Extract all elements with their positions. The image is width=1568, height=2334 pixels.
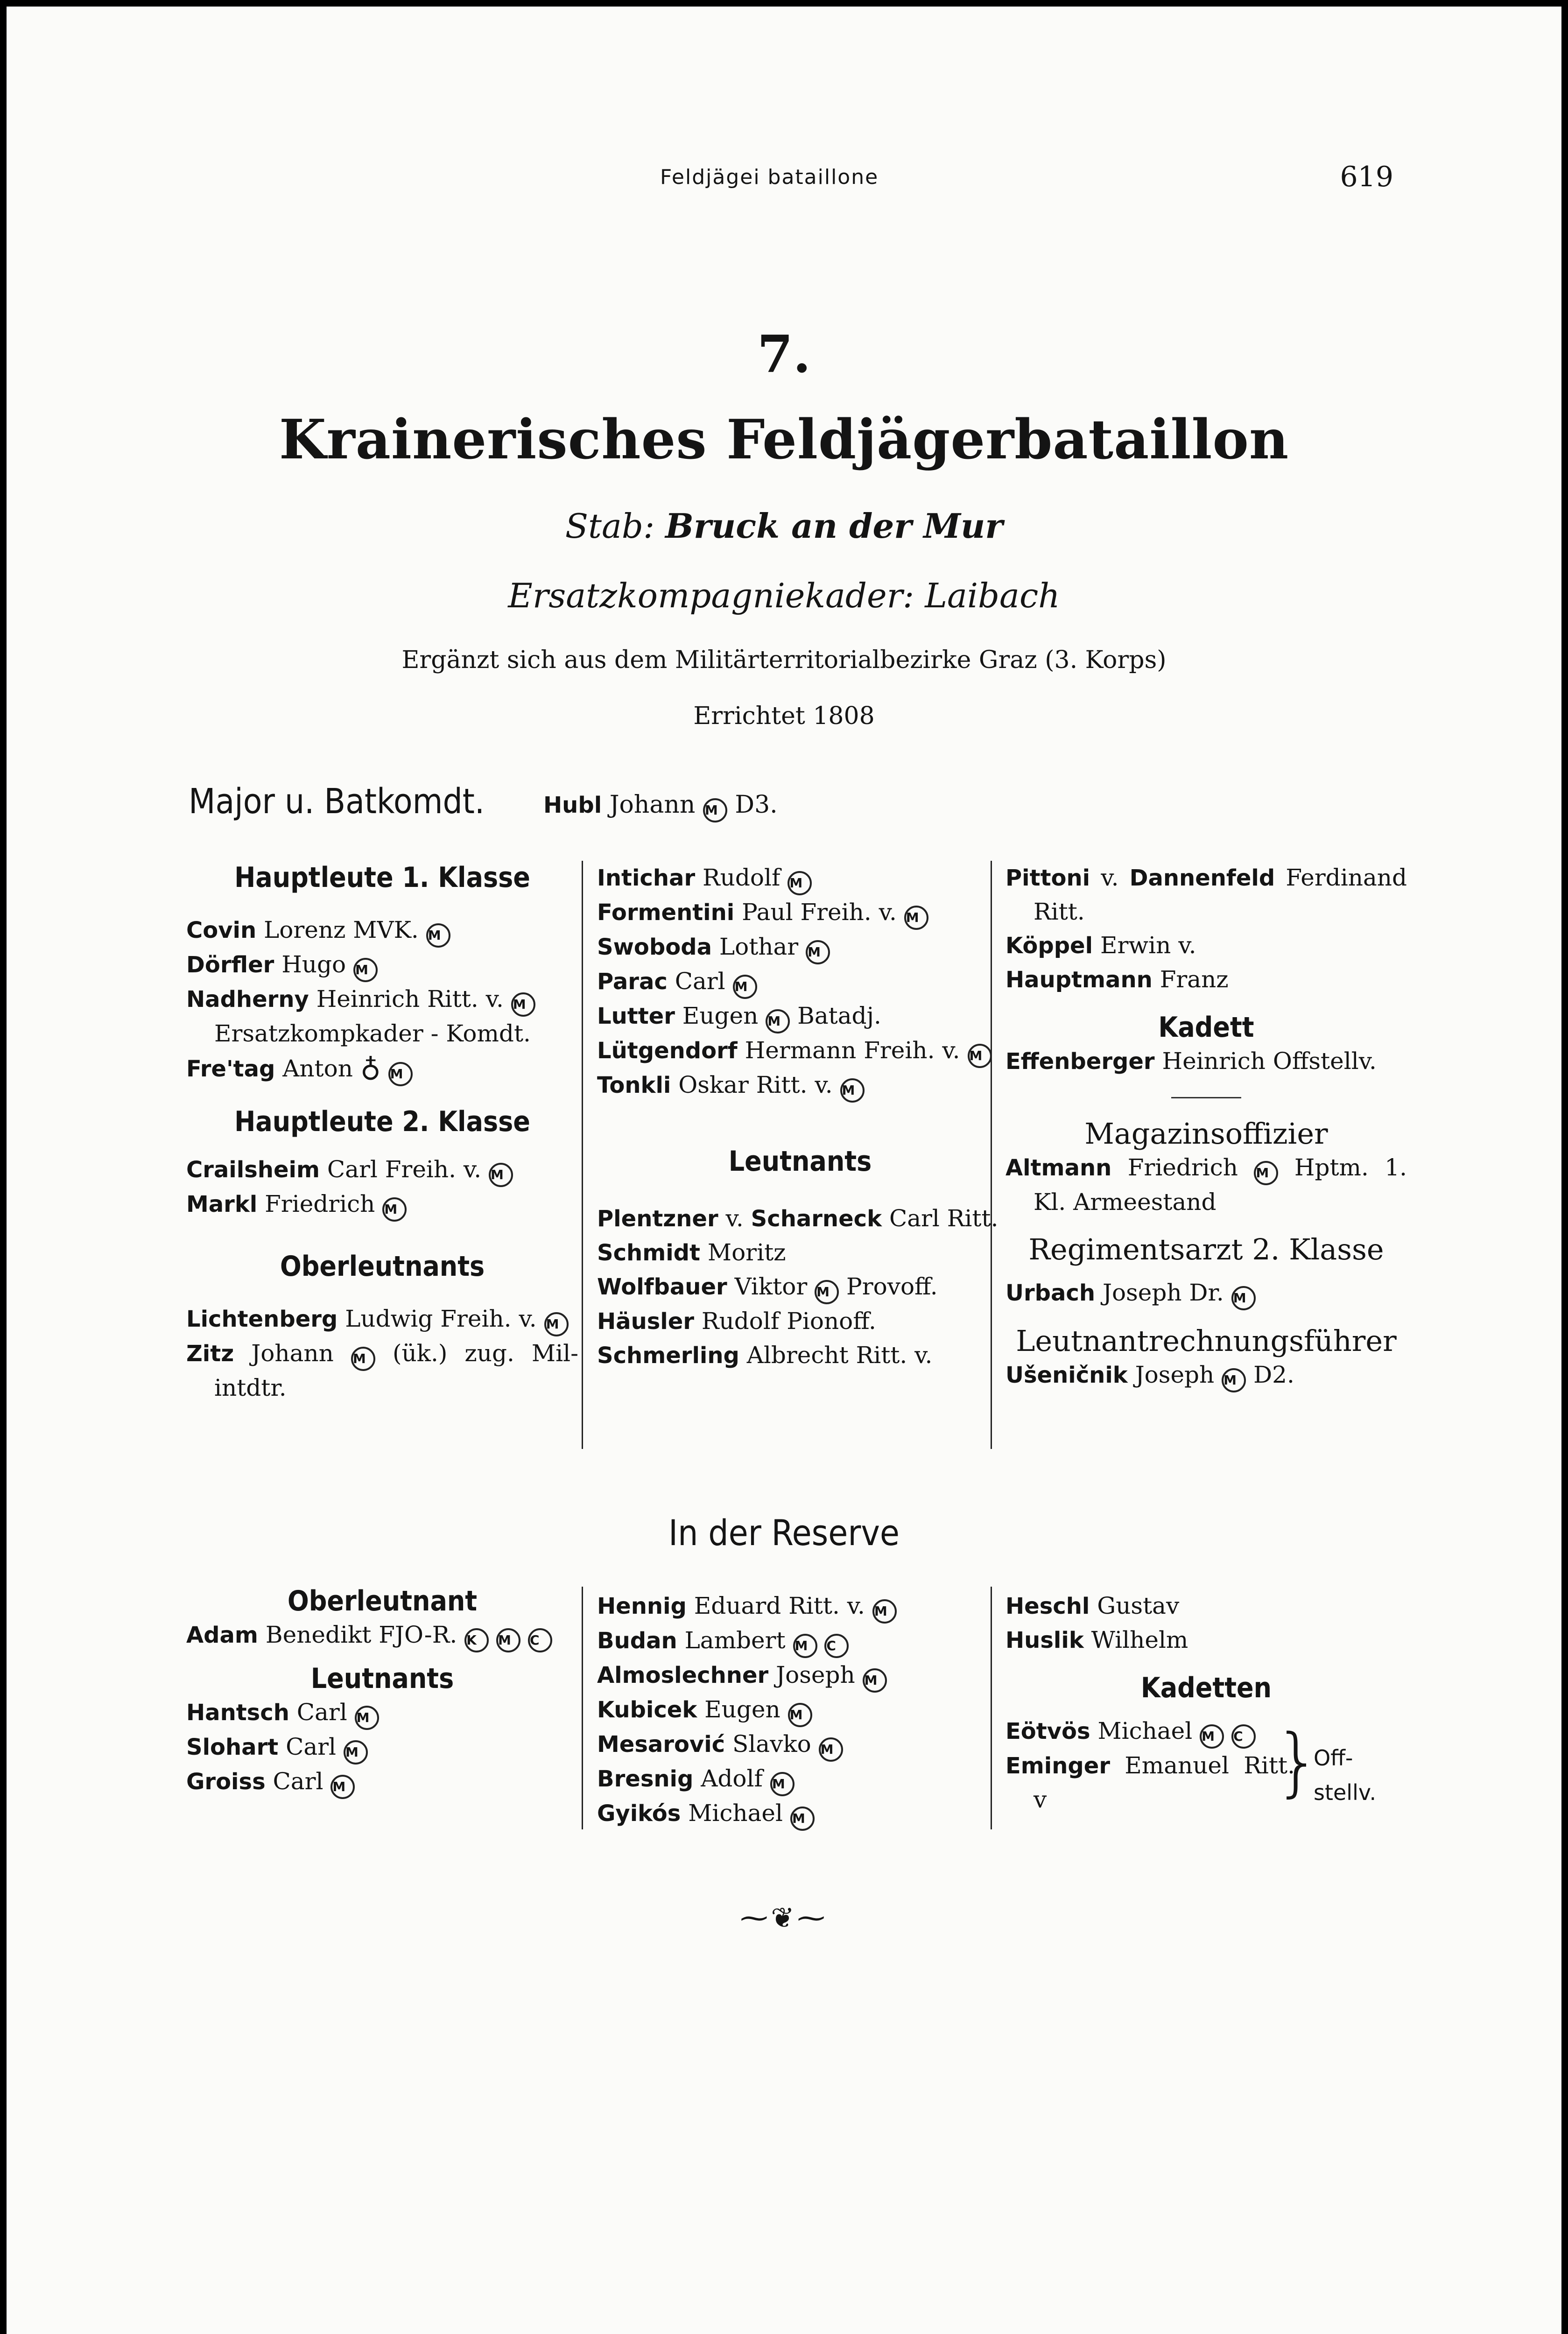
list-item: Hantsch Carl M [186,1695,578,1730]
commander-first: Johann [609,791,696,819]
list-item: Parac Carl M [597,964,1003,999]
medal-icon: M [489,1163,513,1187]
ersatz-line [7,576,1561,615]
medal-icon: M [426,923,450,948]
list-item: Schmerling Albrecht Ritt. v. [597,1342,933,1369]
list-item: Formentini Paul Freih. v. M [597,895,1003,930]
medal-icon: M [815,1280,839,1304]
unit-number: 7. [757,324,811,384]
section-heading: Kadett [1158,1011,1254,1044]
column-1 [186,861,578,1405]
medal-icon: M [382,1197,407,1222]
c-icon: C [1231,1724,1256,1749]
list-item: Eötvös Michael M C [1005,1714,1295,1749]
scanned-page [7,7,1561,2334]
page-number: 619 [1340,161,1393,193]
medal-icon: M [703,798,727,823]
commander-title: Major u. Batkomdt. [189,781,485,822]
list-item: Swoboda Lothar M [597,930,1003,964]
column-rule [582,1587,583,1829]
list-item: Lütgendorf Hermann Freih. v. M [597,1033,1003,1068]
list-item: Altmann Friedrich M Hptm. 1. Kl. Armeestand [1005,1154,1407,1216]
ersatz-value: Laibach [925,576,1060,615]
medal-icon: M [330,1775,355,1799]
stab-value: Bruck an der Mur [665,506,1003,546]
medal-icon: M [904,906,928,930]
ornament-divider: ⁓❦⁓ [740,1902,828,1934]
section-heading: Kadetten [1140,1672,1272,1704]
section-heading: Hauptleute 2. Klasse [234,1105,530,1138]
erganzt-line: Ergänzt sich aus dem Militärterritorialbezirke Graz (3. Korps) [401,646,1167,674]
decoration-icon: ♁ [360,1051,381,1083]
list-item: Bresnig Adolf M [597,1762,1003,1796]
column-rule [582,861,583,1449]
c-icon: C [528,1628,552,1652]
medal-icon: M [511,992,535,1017]
errichtet-line: Errichtet 1808 [693,702,875,730]
medal-icon: M [840,1078,865,1103]
medal-icon: M [1200,1724,1224,1749]
medal-icon: M [1231,1286,1256,1310]
medal-icon: M [788,1703,812,1727]
medal-icon: M [968,1044,992,1068]
list-item: Urbach Joseph Dr. M [1005,1276,1407,1310]
offstellv-note: Off-stellv. [1314,1745,1377,1805]
section-heading: Oberleutnant [287,1585,478,1617]
list-item: Markl Friedrich M [186,1187,578,1222]
medal-icon: M [355,1706,379,1730]
commander-surname: Hubl [543,792,602,818]
list-item: Fre'tag Anton ♁ M [186,1050,578,1086]
c-icon: C [824,1634,849,1658]
reserve-column-2 [597,1589,1003,1831]
list-item: Tonkli Oskar Ritt. v. M [597,1068,1003,1103]
medal-icon: M [496,1628,520,1652]
ersatz-label: Ersatzkompagniekader: [508,576,914,615]
medal-icon: M [344,1740,368,1765]
list-item: Wolfbauer Viktor M Provoff. [597,1270,1003,1304]
medal-icon: M [863,1668,887,1693]
list-item: Lutter Eugen M Batadj. [597,999,1003,1033]
k-icon: K [464,1628,489,1652]
section-heading: Leutnants [310,1662,454,1695]
medal-icon: M [819,1737,843,1762]
list-item: Almoslechner Joseph M [597,1658,1003,1693]
reserve-column-1 [186,1584,578,1799]
medal-icon: M [806,940,830,964]
medal-icon: M [872,1599,897,1624]
unit-title: Krainerisches Feldjägerbataillon [279,408,1289,471]
list-item: Hauptmann Franz [1005,966,1229,993]
list-item: Zitz Johann M (ük.) zug. Mil-intdtr. [186,1340,578,1401]
list-item: Plentzner v. Scharneck Carl Ritt. [597,1205,998,1232]
list-item: Slohart Carl M [186,1730,578,1765]
list-item: Groiss Carl M [186,1765,578,1799]
medal-icon: M [351,1347,375,1371]
medal-icon: M [388,1062,413,1086]
running-head: Feldjägei bataillone [660,165,879,189]
section-heading: Leutnants [728,1145,872,1178]
list-item: Nadherny Heinrich Ritt. v. M Ersatzkompkader - Komdt. [186,982,578,1050]
list-item: Mesarović Slavko M [597,1727,1003,1762]
medal-icon: M [790,1807,815,1831]
list-item: Budan Lambert M C [597,1624,1003,1658]
list-item: Köppel Erwin v. [1005,932,1196,959]
list-item: Effenberger Heinrich Offstellv. [1005,1047,1377,1075]
section-heading: Leutnantrechnungsführer [1016,1324,1397,1358]
list-item: Crailsheim Carl Freih. v. M [186,1153,578,1187]
list-item: Dörfler Hugo M [186,948,578,982]
list-item: Adam Benedikt FJO-R. K M C [186,1618,578,1652]
list-item: Kubicek Eugen M [597,1693,1003,1727]
list-item: Intichar Rudolf M [597,861,1003,895]
medal-icon: M [353,958,378,982]
commander-suffix: D3. [735,791,778,819]
list-item: Schmidt Moritz [597,1239,786,1266]
medal-icon: M [1222,1368,1246,1392]
column-2 [597,861,1003,1372]
section-heading: Oberleutnants [280,1250,485,1283]
column-3 [1005,861,1407,1392]
medal-icon: M [788,871,812,895]
list-item: Gyikós Michael M [597,1796,1003,1831]
medal-icon: M [770,1772,795,1796]
section-heading: Magazinsoffizier [1084,1117,1328,1151]
stab-line [7,506,1561,546]
list-item: Covin Lorenz MVK. M [186,913,578,948]
list-item: Huslik Wilhelm [1005,1626,1188,1653]
medal-icon: M [766,1009,790,1033]
list-item: Heschl Gustav [1005,1592,1180,1619]
reserve-heading: In der Reserve [668,1512,900,1554]
list-item: Ušeničnik Joseph M D2. [1005,1358,1407,1392]
list-item: Eminger Emanuel Ritt. v [1005,1752,1295,1813]
brace-icon: } [1274,1718,1322,1805]
medal-icon: M [1254,1161,1278,1185]
commander-name [543,791,778,823]
list-item: Lichtenberg Ludwig Freih. v. M [186,1302,578,1336]
list-item: Hennig Eduard Ritt. v. M [597,1589,1003,1624]
section-heading: Hauptleute 1. Klasse [234,861,530,894]
medal-icon: M [544,1312,569,1336]
list-item: Häusler Rudolf Pionoff. [597,1308,876,1335]
medal-icon: M [793,1634,817,1658]
stab-label: Stab: [565,506,655,546]
section-heading: Regimentsarzt 2. Klasse [1028,1232,1384,1266]
medal-icon: M [733,975,757,999]
list-item: Pittoni v. Dannenfeld Ferdinand Ritt. [1005,864,1407,925]
divider [1171,1097,1241,1098]
